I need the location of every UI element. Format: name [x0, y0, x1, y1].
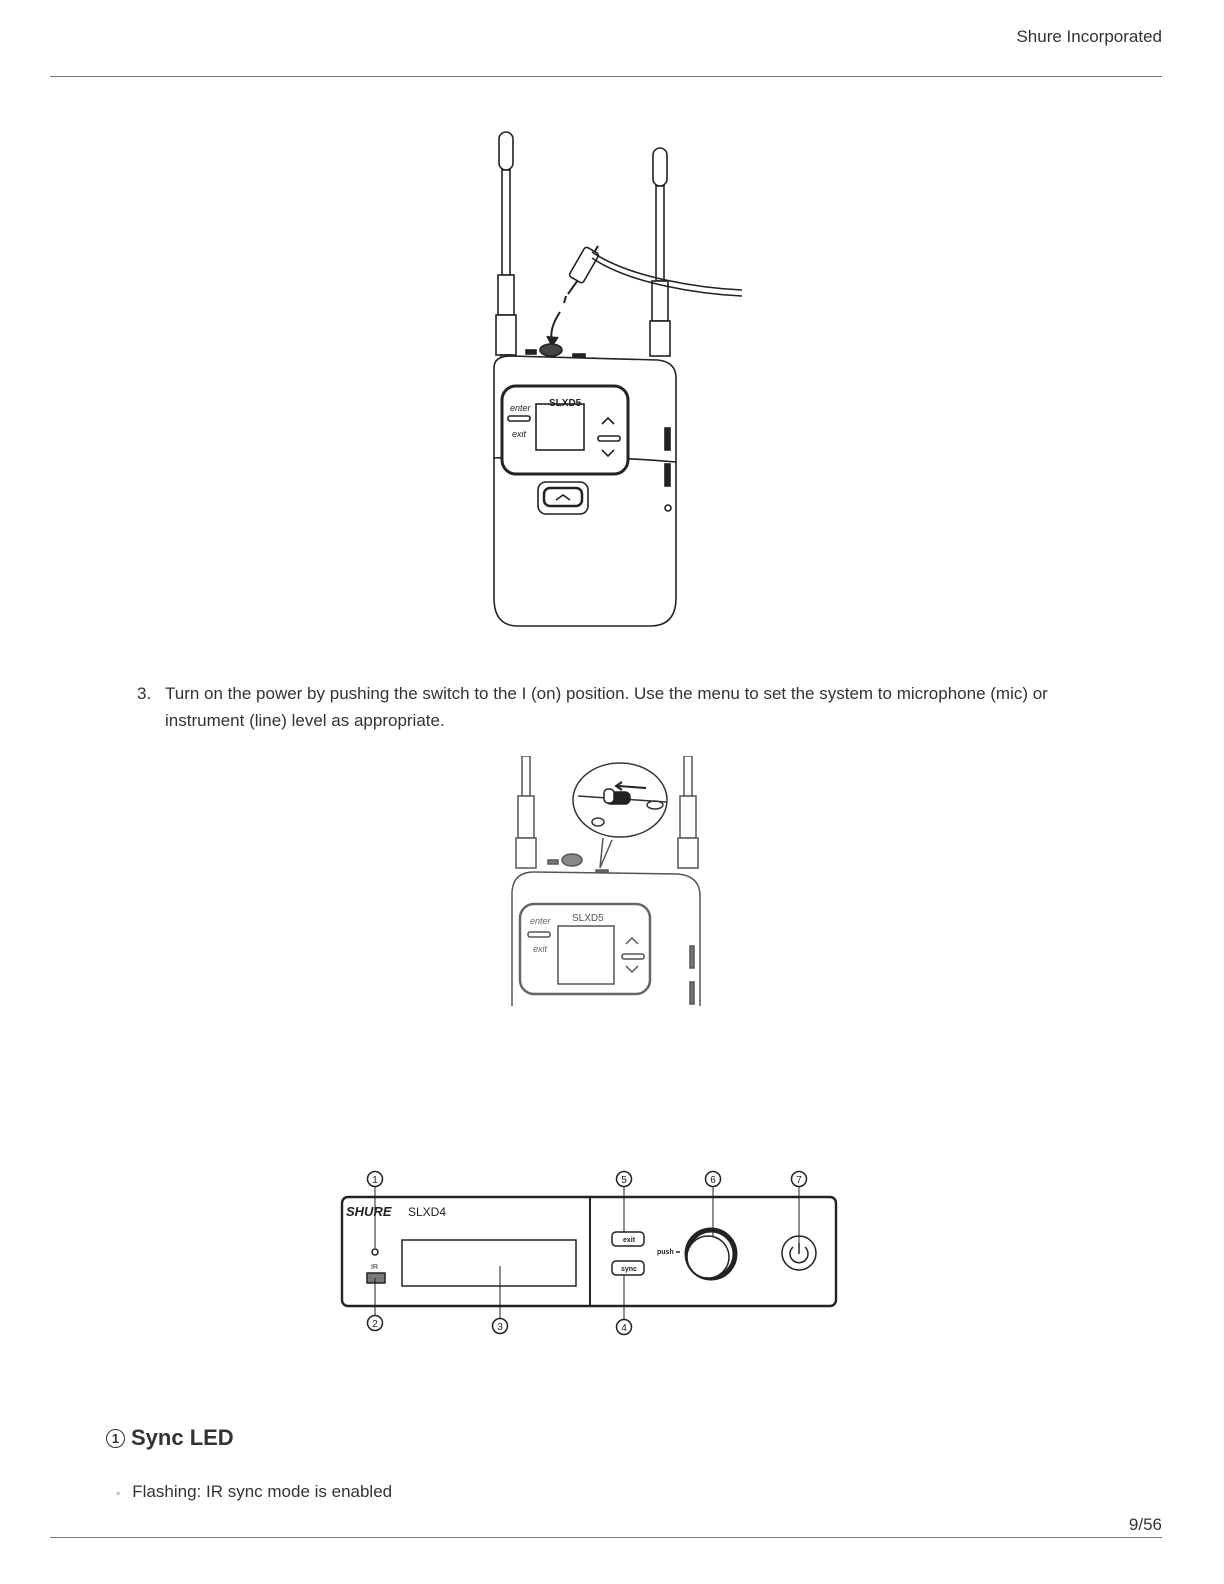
- fig1-enter-label: enter: [510, 403, 531, 413]
- receiver-brand: SHURE: [346, 1204, 392, 1219]
- callout-3: [493, 1319, 508, 1334]
- fig1-model-label: SLXD5: [549, 398, 582, 409]
- svg-text:7: 7: [796, 1175, 802, 1186]
- callout-7: [792, 1172, 807, 1187]
- fig2-enter-label: enter: [530, 916, 551, 926]
- transmitter-figure-2: [508, 756, 708, 1006]
- receiver-ir-label: IR: [371, 1264, 378, 1271]
- svg-text:2: 2: [372, 1319, 378, 1330]
- fig2-exit-label: exit: [533, 944, 548, 954]
- svg-text:4: 4: [621, 1323, 627, 1334]
- receiver-push-label: push: [657, 1249, 674, 1256]
- header-rule: [50, 76, 1162, 77]
- transmitter-figure-1: [480, 128, 760, 630]
- bullet-marker: ◦: [116, 1486, 121, 1500]
- bullet-text: Flashing: IR sync mode is enabled: [132, 1482, 393, 1501]
- svg-text:3: 3: [497, 1322, 503, 1333]
- fig1-exit-label: exit: [512, 429, 527, 439]
- header-company: Shure Incorporated: [1016, 27, 1162, 46]
- callout-2: [368, 1316, 383, 1331]
- footer-rule: [50, 1537, 1162, 1538]
- callout-1: [368, 1172, 383, 1187]
- receiver-front-panel-diagram: [336, 1166, 842, 1342]
- svg-text:5: 5: [621, 1175, 627, 1186]
- step-3: [137, 680, 1097, 734]
- svg-text:6: 6: [710, 1175, 716, 1186]
- step-3-number: 3.: [137, 684, 152, 703]
- step-3-text: Turn on the power by pushing the switch to the I (on) position. Use the menu to set the system to microphone (mic) or instrument (line) level as appropriate.: [165, 684, 1048, 730]
- callout-4: [617, 1320, 632, 1335]
- section-title: Sync LED: [131, 1425, 234, 1450]
- callout-6: [706, 1172, 721, 1187]
- section-number-badge: 1: [106, 1429, 125, 1448]
- svg-text:1: 1: [372, 1175, 378, 1186]
- page-number: 9/56: [1128, 1515, 1162, 1534]
- list-item: [116, 1482, 392, 1502]
- receiver-model: SLXD4: [408, 1205, 447, 1219]
- section-heading-sync-led: [106, 1425, 234, 1451]
- receiver-sync-label: sync: [621, 1266, 637, 1273]
- callout-5: [617, 1172, 632, 1187]
- fig2-model-label: SLXD5: [572, 913, 604, 924]
- receiver-exit-label: exit: [623, 1237, 636, 1244]
